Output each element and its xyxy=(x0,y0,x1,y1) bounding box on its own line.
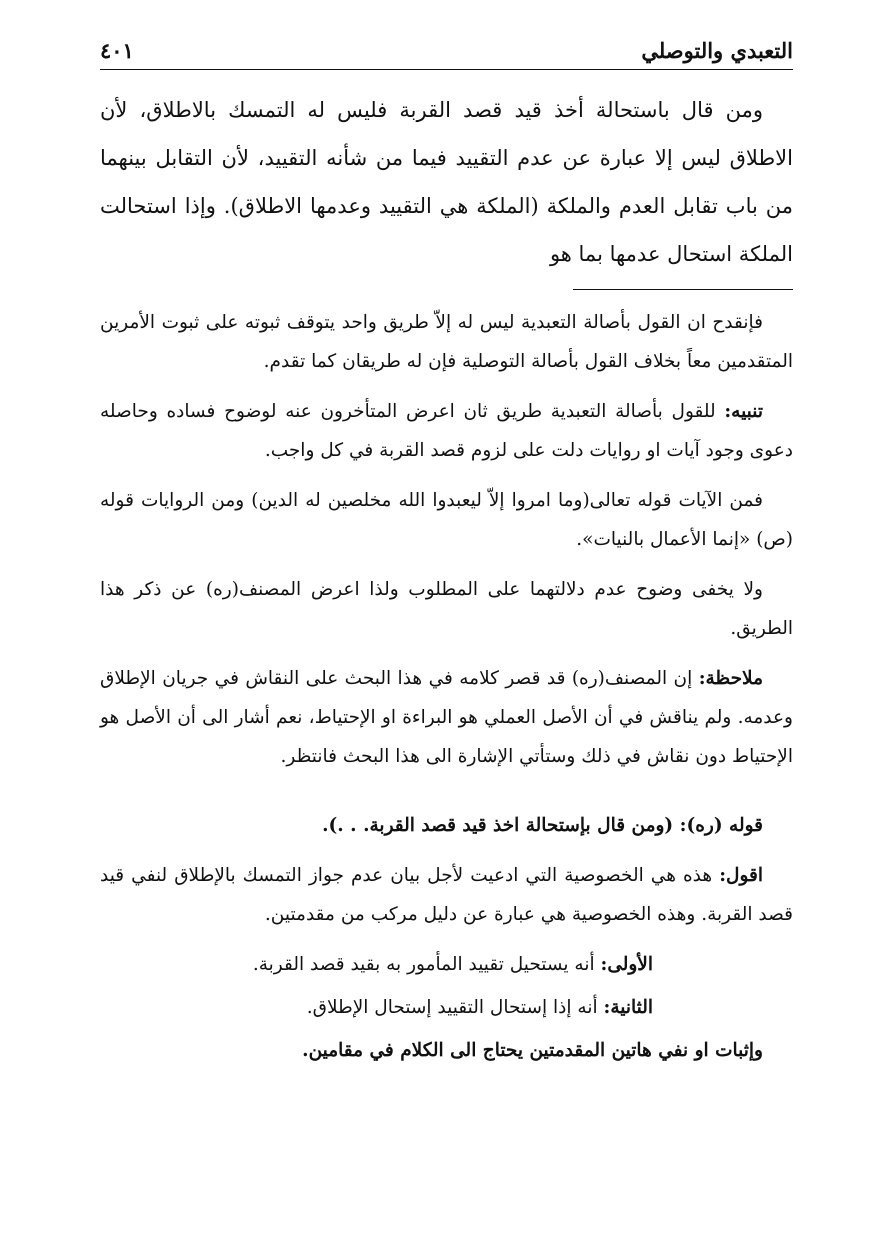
note-paragraph-qawluhu xyxy=(100,806,793,845)
note-paragraph-tanbih xyxy=(100,392,793,470)
note-paragraph-mulahaza xyxy=(100,659,793,776)
tanbih-label: تنبيه: xyxy=(724,401,763,422)
premise-first-label: الأولى: xyxy=(600,954,653,975)
aqul-text: هذه هي الخصوصية التي ادعيت لأجل بيان عدم جواز التمسك بالإطلاق لنفي قيد قصد القربة. وهذه الخصوصية هي عبارة عن دليل مركب من مقدمتين. xyxy=(100,865,793,925)
note-paragraph-1: فإنقدح ان القول بأصالة التعبدية ليس له إلاّ طريق واحد يتوقف ثبوته على ثبوت الأمرين المتقدمين معاً بخلاف القول بأصالة التوصلية فإن له طريقان كما تقدم. xyxy=(100,312,793,372)
premise-second xyxy=(100,988,653,1027)
aqul-label: اقول: xyxy=(719,865,763,886)
main-paragraph: ومن قال باستحالة أخذ قيد قصد القربة فليس له التمسك بالاطلاق، لأن الاطلاق ليس إلا عبارة عن عدم التقييد فيما من شأنه التقييد، لأن التقابل بينهما من باب تقابل العدم والملكة (الملكة هي التقييد وعدمها الاطلاق). وإذا استحالت الملكة استحال عدمها بما هو xyxy=(100,98,793,266)
tanbih-text: للقول بأصالة التعبدية طريق ثان اعرض المتأخرون عنه لوضوح فساده وحاصله دعوى وجود آيات او روايات دلت على لزوم قصد القربة في كل واجب. xyxy=(100,401,793,461)
premise-second-label: الثانية: xyxy=(603,997,653,1018)
commentary xyxy=(100,303,793,1081)
note-paragraph-verses: فمن الآيات قوله تعالى(وما امروا إلاّ ليعبدوا الله مخلصين له الدين) ومن الروايات قوله (ص) «إنما الأعمال بالنيات». xyxy=(100,490,793,550)
main-text xyxy=(100,86,793,278)
final-text: وإثبات او نفي هاتين المقدمتين يحتاج الى الكلام في مقامين. xyxy=(302,1040,763,1061)
page-header xyxy=(100,26,793,70)
premise-second-text: أنه إذا إستحال التقييد إستحال الإطلاق. xyxy=(306,997,604,1018)
qawluhu-quote: (ومن قال بإستحالة اخذ قيد قصد القربة. . .). xyxy=(322,815,680,836)
premise-first xyxy=(100,945,653,984)
premise-first-text: أنه يستحيل تقييد المأمور به بقيد قصد القربة. xyxy=(252,954,601,975)
footnote-separator xyxy=(573,289,793,290)
qawluhu-label: قوله (ره): xyxy=(679,815,763,836)
page-number: ٤٠١ xyxy=(100,38,134,63)
note-paragraph-aqul xyxy=(100,856,793,934)
note-paragraph-4: ولا يخفى وضوح عدم دلالتهما على المطلوب ولذا اعرض المصنف(ره) عن ذكر هذا الطريق. xyxy=(100,579,793,639)
mulahaza-label: ملاحظة: xyxy=(698,668,763,689)
mulahaza-text: إن المصنف(ره) قد قصر كلامه في هذا البحث على النقاش في جريان الإطلاق وعدمه. ولم يناقش في أن الأصل العملي هو البراءة او الإحتياط، نعم أشار الى أن الأصل هو الإحتياط دون نقاش في ذلك وستأتي الإشارة الى هذا البحث فانتظر. xyxy=(100,668,793,767)
running-title: التعبدي والتوصلي xyxy=(641,38,793,63)
note-paragraph-final xyxy=(100,1031,793,1070)
